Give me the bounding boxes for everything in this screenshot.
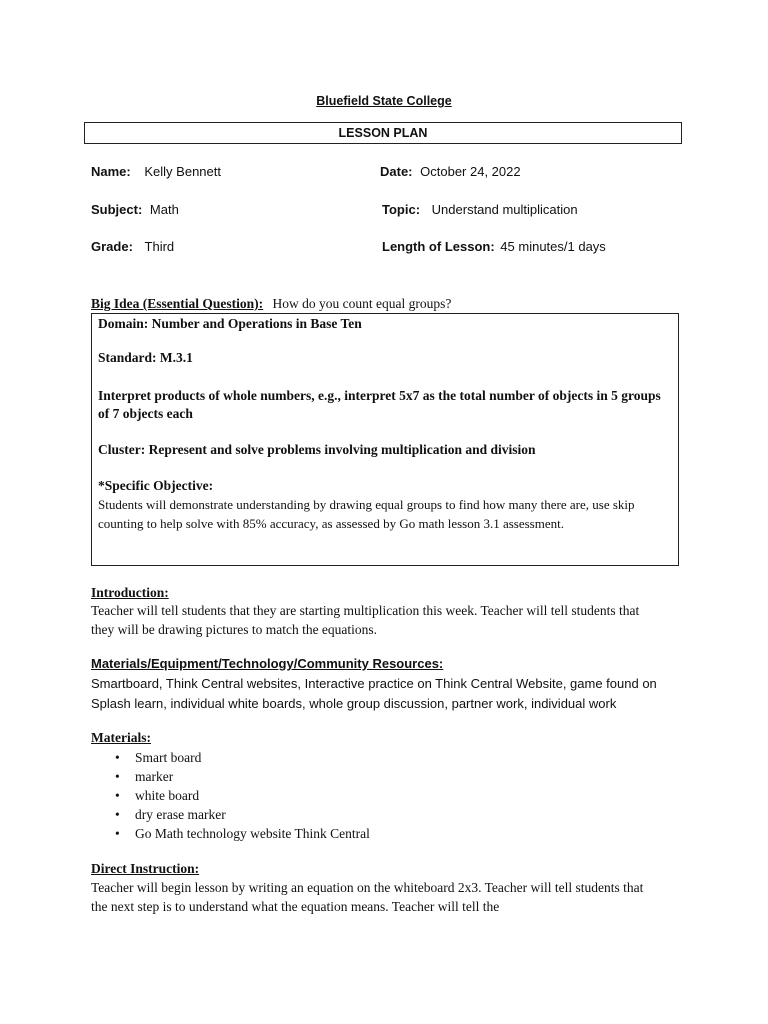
domain-line: Domain: Number and Operations in Base Ten bbox=[98, 316, 362, 331]
list-item: • Smart board bbox=[91, 748, 370, 767]
materials-list bbox=[91, 748, 370, 843]
date-field bbox=[380, 164, 521, 179]
introduction-heading: Introduction: bbox=[91, 585, 169, 600]
standards-box bbox=[91, 313, 679, 566]
length-label: Length of Lesson: bbox=[382, 239, 495, 254]
objective-label: *Specific Objective: bbox=[98, 478, 214, 493]
big-idea-label: Big Idea (Essential Question): bbox=[91, 296, 264, 311]
resources-text: Smartboard, Think Central websites, Interactive practice on Think Central Website, game found on Splash learn, individual white boards, whole group discussion, partner work, individual work bbox=[91, 676, 657, 711]
length-value: 45 minutes/1 days bbox=[500, 239, 606, 254]
cluster-line: Cluster: Represent and solve problems involving multiplication and division bbox=[98, 442, 536, 457]
topic-label: Topic: bbox=[382, 202, 421, 217]
grade-value: Third bbox=[144, 239, 175, 254]
subject-field bbox=[91, 202, 179, 217]
college-name: Bluefield State College bbox=[316, 94, 452, 108]
grade-label: Grade: bbox=[91, 239, 133, 254]
name-label: Name: bbox=[91, 164, 131, 179]
name-field bbox=[91, 164, 221, 179]
resources-heading: Materials/Equipment/Technology/Community Resources: bbox=[91, 656, 444, 671]
interpret-line: Interpret products of whole numbers, e.g., interpret 5x7 as the total number of objects in 5 groups of 7 objects each bbox=[98, 388, 661, 421]
objective-text: Students will demonstrate understanding by drawing equal groups to find how many there are, use skip counting to help solve with 85% accuracy, as assessed by Go math lesson 3.1 assessment. bbox=[98, 497, 635, 531]
introduction-text: Teacher will tell students that they are starting multiplication this week. Teacher will tell students that they will be drawing pictures to match the equations. bbox=[91, 603, 640, 637]
direct-instruction-heading: Direct Instruction: bbox=[91, 861, 200, 876]
materials-heading: Materials: bbox=[91, 730, 151, 745]
list-item: • dry erase marker bbox=[91, 805, 370, 824]
date-label: Date: bbox=[380, 164, 413, 179]
list-item: • Go Math technology website Think Central bbox=[91, 824, 370, 843]
topic-field bbox=[382, 202, 578, 217]
length-field bbox=[382, 239, 606, 254]
date-value: October 24, 2022 bbox=[420, 164, 521, 179]
subject-label: Subject: bbox=[91, 202, 143, 217]
subject-value: Math bbox=[149, 202, 179, 217]
big-idea-question: How do you count equal groups? bbox=[272, 296, 452, 311]
direct-instruction-text: Teacher will begin lesson by writing an equation on the whiteboard 2x3. Teacher will tell students that the next step is to understand what the equation means. Teacher will tell the bbox=[91, 880, 644, 914]
lesson-plan-title: LESSON PLAN bbox=[84, 122, 682, 144]
name-value: Kelly Bennett bbox=[144, 164, 221, 179]
big-idea bbox=[91, 296, 451, 312]
grade-field bbox=[91, 239, 174, 254]
list-item: • white board bbox=[91, 786, 370, 805]
standard-line: Standard: M.3.1 bbox=[98, 350, 193, 365]
list-item: • marker bbox=[91, 767, 370, 786]
topic-value: Understand multiplication bbox=[431, 202, 578, 217]
